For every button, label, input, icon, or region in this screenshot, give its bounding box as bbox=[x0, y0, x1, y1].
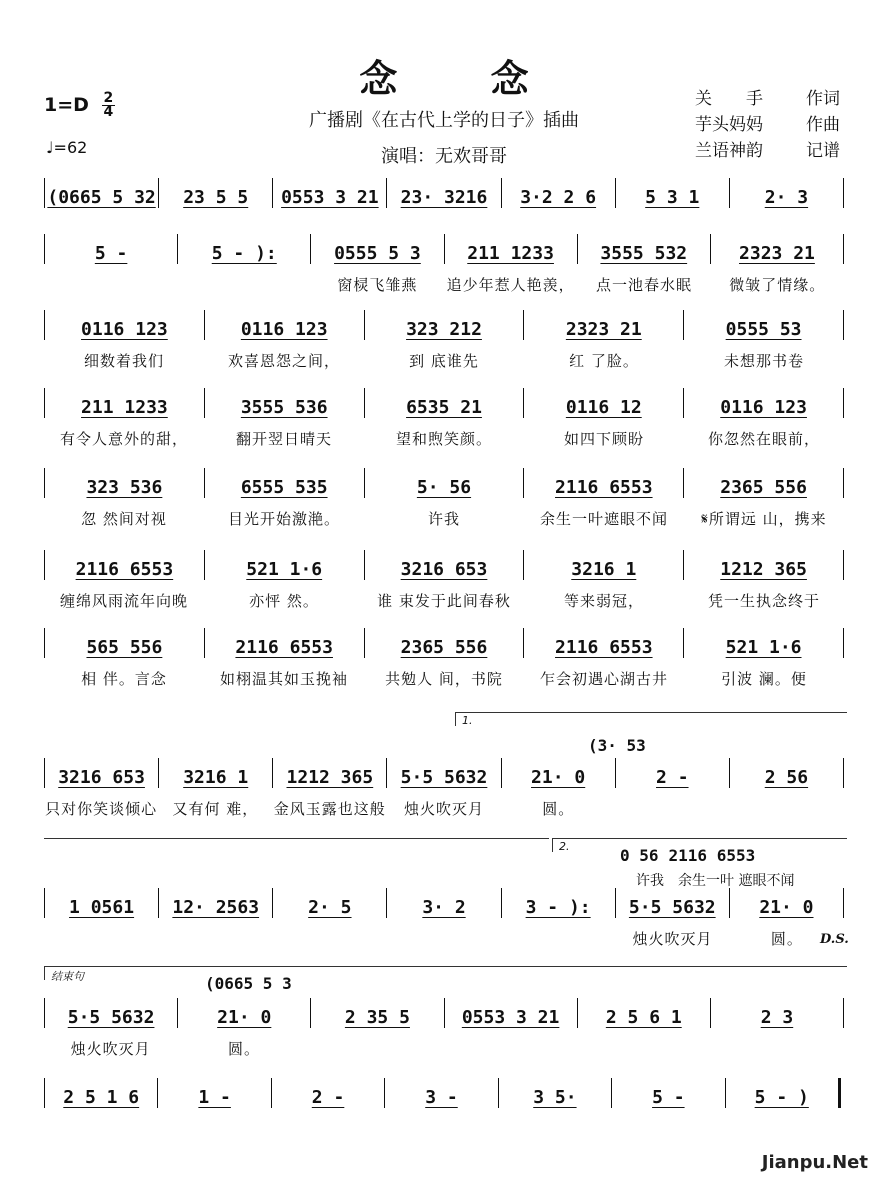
measure: 2 35 5 bbox=[344, 1007, 410, 1028]
lyric-text: 许我 bbox=[427, 510, 460, 528]
bar-line bbox=[843, 888, 844, 918]
singer-credit: 演唱：无欢哥哥 bbox=[381, 146, 507, 167]
song-subtitle: 广播剧《在古代上学的日子》插曲 bbox=[309, 110, 579, 131]
notes-row bbox=[44, 890, 844, 918]
measure: 23 5 5 bbox=[183, 187, 249, 208]
measure: 211 1233 bbox=[81, 397, 168, 418]
measure: 2· 3 bbox=[764, 187, 809, 208]
measure: 3555 532 bbox=[600, 243, 688, 264]
score-system bbox=[44, 630, 844, 688]
score-system bbox=[44, 236, 844, 294]
song-title: 念 念 bbox=[359, 56, 569, 101]
volta-1-prelude: (3· 53 bbox=[588, 736, 646, 755]
score-system bbox=[44, 180, 844, 208]
lyric-text: 相 伴。言念 bbox=[81, 670, 167, 688]
measure: 21· 0 bbox=[759, 897, 814, 918]
lyric-text: 引波 澜。便 bbox=[721, 670, 807, 688]
upper-note-group: 0 56 bbox=[620, 846, 659, 865]
measure: 3· 2 bbox=[422, 897, 466, 918]
key-label: 1=D bbox=[44, 94, 89, 116]
lyric-text: 点一池春水眠 bbox=[595, 276, 692, 294]
time-signature bbox=[102, 92, 116, 119]
measure: 5 - bbox=[652, 1087, 685, 1108]
lyric-text bbox=[577, 1038, 710, 1058]
notes-row bbox=[44, 470, 844, 498]
key-signature bbox=[44, 92, 115, 119]
score-system bbox=[44, 312, 844, 370]
credits bbox=[695, 86, 840, 164]
lyric-text: 圆。 bbox=[770, 930, 803, 948]
lyric-text: 烛火吹灭月 bbox=[70, 1040, 151, 1058]
lyric-text bbox=[44, 274, 177, 294]
ending-prelude: (0665 5 3 bbox=[205, 974, 292, 993]
credit-name: 兰语神韵 bbox=[695, 141, 763, 161]
bar-line bbox=[843, 310, 844, 340]
lyric-text: 烛火吹灭月 bbox=[632, 930, 713, 948]
lyric-text: 如栩温其如玉挽袖 bbox=[219, 670, 348, 688]
bar-line bbox=[843, 998, 844, 1028]
lyrics-row bbox=[44, 668, 844, 688]
lyric-text: 细数着我们 bbox=[83, 352, 164, 370]
lyric-text: 窗棂飞雏燕 bbox=[337, 276, 418, 294]
lyric-text bbox=[730, 798, 844, 818]
measure: 2 5 6 1 bbox=[605, 1007, 682, 1028]
measure: 2· 5 bbox=[308, 897, 352, 918]
time-numerator: 2 bbox=[103, 90, 114, 106]
measure: 521 1·6 bbox=[246, 559, 323, 580]
lyric-text bbox=[615, 798, 729, 818]
lyrics-row bbox=[44, 590, 844, 610]
volta-2-upper-lyric: 许我 余生一叶 遮眼不闻 bbox=[636, 873, 795, 889]
measure: 2365 556 bbox=[720, 477, 807, 498]
lyric-text: 未想那书卷 bbox=[723, 352, 804, 370]
measure: 2 - bbox=[311, 1087, 345, 1108]
lyrics-row bbox=[44, 428, 844, 448]
dal-segno-marking: D.S. bbox=[820, 932, 849, 947]
lyric-text: 缠绵风雨流年向晚 bbox=[59, 592, 188, 610]
notes-row bbox=[44, 760, 844, 788]
notes-row bbox=[44, 630, 844, 658]
lyric-text: 等来弱冠， bbox=[563, 592, 644, 610]
measure: 2323 21 bbox=[565, 319, 642, 340]
measure: 0553 3 21 bbox=[281, 187, 379, 208]
bar-line bbox=[843, 758, 844, 788]
lyrics-row bbox=[44, 508, 844, 528]
measure: 3·2 2 6 bbox=[520, 187, 597, 208]
lyrics-row bbox=[44, 350, 844, 370]
volta-divider bbox=[44, 838, 549, 839]
measure: 12· 2563 bbox=[172, 897, 260, 918]
lyric-text: 欢喜恩怨之间， bbox=[227, 352, 340, 370]
measure: 1212 365 bbox=[720, 559, 807, 580]
lyric-text: 亦怦 然。 bbox=[249, 592, 319, 610]
measure: 3 - ): bbox=[525, 897, 591, 918]
measure: 5·5 5632 bbox=[67, 1007, 155, 1028]
upper-note-group: 2116 6553 bbox=[668, 846, 756, 865]
score-system bbox=[44, 1080, 844, 1108]
measure: 2116 6553 bbox=[235, 637, 333, 658]
measure: 5 3 1 bbox=[645, 187, 700, 208]
notes-row bbox=[44, 180, 844, 208]
notes-row bbox=[44, 236, 844, 264]
bar-line bbox=[843, 468, 844, 498]
tempo-marking: ♩=62 bbox=[46, 138, 88, 157]
lyric-text: 追少年惹人艳羡， bbox=[446, 276, 575, 294]
lyric-text bbox=[444, 1038, 577, 1058]
measure: 5· 56 bbox=[416, 477, 472, 498]
lyric-text: 烛火吹灭月 bbox=[403, 800, 484, 818]
credit-role: 记谱 bbox=[806, 141, 840, 161]
lyric-text: 又有何 难， bbox=[172, 800, 259, 818]
lyric-text: 到 底谁先 bbox=[409, 352, 479, 370]
bar-line bbox=[843, 628, 844, 658]
lyric-text: 只对你笑谈倾心 bbox=[45, 800, 158, 818]
lyric-text bbox=[501, 928, 615, 948]
lyric-text: 共勉人 间，书院 bbox=[385, 670, 503, 688]
lyrics-row bbox=[44, 798, 844, 818]
score-system bbox=[44, 890, 844, 948]
score-system bbox=[44, 760, 844, 818]
lyrics-row bbox=[44, 274, 844, 294]
lyric-text: 如四下顾盼 bbox=[563, 430, 644, 448]
measure: 3555 536 bbox=[240, 397, 328, 418]
measure: 1 - bbox=[198, 1087, 231, 1108]
bar-line bbox=[843, 550, 844, 580]
lyric-text bbox=[44, 928, 158, 948]
score-system bbox=[44, 390, 844, 448]
bar-line bbox=[838, 1078, 844, 1108]
credit-name: 关 手 bbox=[695, 89, 763, 109]
credit-lyricist bbox=[695, 86, 840, 112]
measure: 0555 5 3 bbox=[334, 243, 421, 264]
lyric-text: 𝄋所谓远 山，携来 bbox=[701, 510, 827, 528]
volta-2-label: 2. bbox=[559, 840, 570, 853]
measure: 0555 53 bbox=[725, 319, 802, 340]
volta-1-label: 1. bbox=[462, 714, 473, 727]
measure: 6535 21 bbox=[406, 397, 482, 418]
score-system bbox=[44, 552, 844, 610]
measure: 2323 21 bbox=[739, 243, 815, 264]
credit-name: 芋头妈妈 bbox=[695, 115, 763, 135]
lyric-text: 乍会初遇心湖古井 bbox=[539, 670, 668, 688]
lyric-text: 凭一生执念终于 bbox=[707, 592, 820, 610]
measure: 3216 653 bbox=[58, 767, 145, 788]
measure: 0116 12 bbox=[565, 397, 642, 418]
measure: 2 5 1 6 bbox=[63, 1087, 140, 1108]
lyric-text: 望和煦笑颜。 bbox=[395, 430, 492, 448]
lyric-text: 谁 束发于此间春秋 bbox=[377, 592, 511, 610]
lyric-text: 翻开翌日晴天 bbox=[235, 430, 332, 448]
score-system bbox=[44, 1000, 844, 1058]
lyric-text bbox=[711, 1038, 844, 1058]
measure: 3216 653 bbox=[400, 559, 488, 580]
measure: 2116 6553 bbox=[555, 637, 653, 658]
measure: 323 536 bbox=[86, 477, 163, 498]
volta-1-bracket bbox=[455, 712, 847, 726]
bar-line bbox=[843, 178, 844, 208]
credit-transcriber bbox=[695, 138, 840, 164]
credit-composer bbox=[695, 112, 840, 138]
measure: 2116 6553 bbox=[75, 559, 174, 580]
measure: 0116 123 bbox=[240, 319, 328, 340]
measure: 521 1·6 bbox=[725, 637, 802, 658]
measure: 5·5 5632 bbox=[400, 767, 488, 788]
ending-label: 结束句 bbox=[51, 970, 84, 983]
measure: 2 56 bbox=[764, 767, 809, 788]
measure: 0116 123 bbox=[720, 397, 807, 418]
lyric-text bbox=[273, 928, 387, 948]
measure: 5·5 5632 bbox=[628, 897, 716, 918]
measure: 323 212 bbox=[406, 319, 482, 340]
site-watermark: Jianpu.Net bbox=[761, 1152, 868, 1173]
bar-line bbox=[843, 388, 844, 418]
lyric-text: 忽 然间对视 bbox=[81, 510, 167, 528]
measure: 21· 0 bbox=[217, 1007, 272, 1028]
measure: 2116 6553 bbox=[555, 477, 653, 498]
lyric-text bbox=[177, 274, 310, 294]
measure: 3 - bbox=[425, 1087, 458, 1108]
lyrics-row bbox=[44, 928, 844, 948]
measure: 5 - bbox=[94, 243, 128, 264]
notes-row bbox=[44, 1080, 844, 1108]
lyrics-row bbox=[44, 1038, 844, 1058]
lyric-text bbox=[387, 928, 501, 948]
measure: 565 556 bbox=[86, 637, 163, 658]
ending-bracket bbox=[44, 966, 847, 983]
notes-row bbox=[44, 312, 844, 340]
credit-role: 作曲 bbox=[806, 115, 840, 135]
measure: 5 - ): bbox=[211, 243, 277, 264]
score-system bbox=[44, 470, 844, 528]
lyric-text bbox=[158, 928, 272, 948]
measure: 1212 365 bbox=[286, 767, 374, 788]
measure: 1 0561 bbox=[69, 897, 135, 918]
measure: 2 3 bbox=[760, 1007, 794, 1028]
notes-row bbox=[44, 390, 844, 418]
lyric-text: 圆。 bbox=[227, 1040, 260, 1058]
measure: 211 1233 bbox=[467, 243, 554, 264]
measure: 3 5· bbox=[533, 1087, 577, 1108]
measure: 3216 1 bbox=[183, 767, 249, 788]
lyric-text: 你忽然在眼前， bbox=[707, 430, 820, 448]
lyric-text: 余生一叶遮眼不闻 bbox=[539, 510, 668, 528]
lyric-text: 金风玉露也这般 bbox=[273, 800, 386, 818]
lyric-text bbox=[311, 1038, 444, 1058]
lyric-text: 圆。 bbox=[542, 800, 575, 818]
measure: 5 - ) bbox=[754, 1087, 809, 1108]
lyric-text: 红 了脸。 bbox=[569, 352, 639, 370]
measure: 21· 0 bbox=[531, 767, 586, 788]
measure: 0116 123 bbox=[81, 319, 168, 340]
measure: 0553 3 21 bbox=[461, 1007, 560, 1028]
measure: 2365 556 bbox=[400, 637, 488, 658]
bar-line bbox=[843, 234, 844, 264]
time-denominator: 4 bbox=[103, 104, 114, 120]
measure: 3216 1 bbox=[571, 559, 637, 580]
lyric-text: 目光开始激滟。 bbox=[227, 510, 340, 528]
notes-row bbox=[44, 552, 844, 580]
measure: 6555 535 bbox=[240, 477, 328, 498]
notes-row bbox=[44, 1000, 844, 1028]
measure: 2 - bbox=[656, 767, 689, 788]
measure: 23· 3216 bbox=[400, 187, 488, 208]
measure: (0665 5 32 bbox=[47, 187, 156, 208]
lyric-text: 有令人意外的甜， bbox=[59, 430, 188, 448]
lyric-text: 微皱了情缘。 bbox=[729, 276, 826, 294]
volta-2-upper-notes bbox=[620, 846, 755, 865]
credit-role: 作词 bbox=[806, 89, 840, 109]
